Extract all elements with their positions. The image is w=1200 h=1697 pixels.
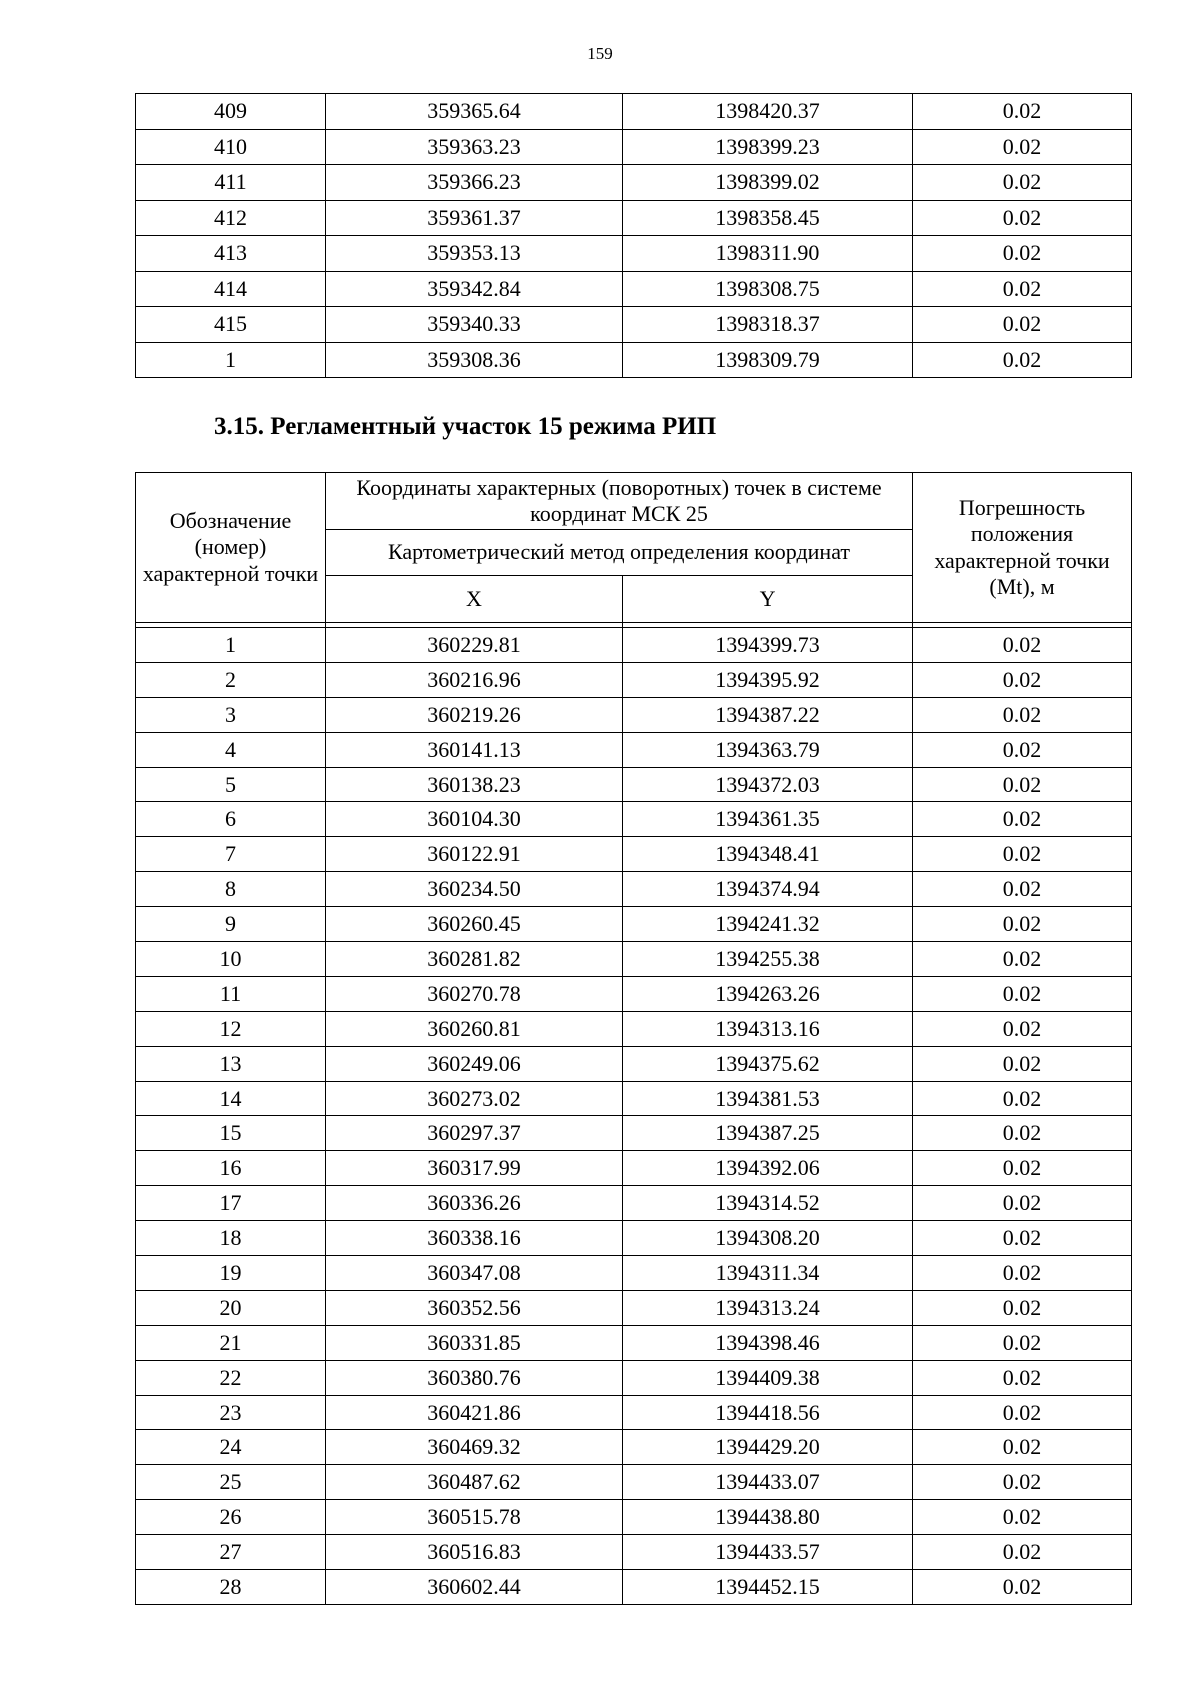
cell-y: 1398399.02 xyxy=(623,165,913,201)
cell-error: 0.02 xyxy=(913,1186,1132,1221)
cell-error: 0.02 xyxy=(913,1360,1132,1395)
cell-x: 360338.16 xyxy=(326,1221,623,1256)
cell-y: 1394361.35 xyxy=(623,802,913,837)
cell-x: 360297.37 xyxy=(326,1116,623,1151)
cell-x: 360421.86 xyxy=(326,1395,623,1430)
cell-point-number: 9 xyxy=(136,907,326,942)
cell-x: 360273.02 xyxy=(326,1081,623,1116)
cell-error: 0.02 xyxy=(913,1151,1132,1186)
header-x: X xyxy=(326,576,623,623)
cell-error: 0.02 xyxy=(913,307,1132,343)
cell-error: 0.02 xyxy=(913,1081,1132,1116)
table-row xyxy=(136,872,1132,907)
header-error: Погрешность положения характерной точки (Mt), м xyxy=(913,473,1132,623)
table-row xyxy=(136,1081,1132,1116)
table-row xyxy=(136,1151,1132,1186)
cell-y: 1394387.25 xyxy=(623,1116,913,1151)
header-designation: Обозначение (номер) характерной точки xyxy=(136,473,326,623)
cell-error: 0.02 xyxy=(913,1325,1132,1360)
cell-x: 360234.50 xyxy=(326,872,623,907)
table-row xyxy=(136,942,1132,977)
cell-point-number: 413 xyxy=(136,236,326,272)
cell-y: 1394395.92 xyxy=(623,662,913,697)
cell-point-number: 23 xyxy=(136,1395,326,1430)
cell-y: 1394263.26 xyxy=(623,976,913,1011)
cell-y: 1394452.15 xyxy=(623,1570,913,1605)
cell-point-number: 26 xyxy=(136,1500,326,1535)
cell-y: 1394255.38 xyxy=(623,942,913,977)
cell-y: 1394381.53 xyxy=(623,1081,913,1116)
cell-y: 1394241.32 xyxy=(623,907,913,942)
table-row xyxy=(136,1430,1132,1465)
cell-error: 0.02 xyxy=(913,837,1132,872)
table-row xyxy=(136,802,1132,837)
table-row xyxy=(136,1186,1132,1221)
cell-point-number: 15 xyxy=(136,1116,326,1151)
cell-x: 360331.85 xyxy=(326,1325,623,1360)
cell-point-number: 11 xyxy=(136,976,326,1011)
cell-x: 360516.83 xyxy=(326,1535,623,1570)
cell-x: 360122.91 xyxy=(326,837,623,872)
cell-x: 360260.81 xyxy=(326,1011,623,1046)
cell-point-number: 1 xyxy=(136,342,326,378)
cell-y: 1394409.38 xyxy=(623,1360,913,1395)
cell-point-number: 10 xyxy=(136,942,326,977)
cell-y: 1394399.73 xyxy=(623,628,913,663)
table-row xyxy=(136,1325,1132,1360)
cell-point-number: 6 xyxy=(136,802,326,837)
cell-x: 359308.36 xyxy=(326,342,623,378)
cell-point-number: 12 xyxy=(136,1011,326,1046)
table-row xyxy=(136,837,1132,872)
cell-error: 0.02 xyxy=(913,1395,1132,1430)
header-y: Y xyxy=(623,576,913,623)
table-row xyxy=(136,1535,1132,1570)
table-row xyxy=(136,236,1132,272)
cell-x: 359366.23 xyxy=(326,165,623,201)
coordinates-table-continued xyxy=(135,93,1132,378)
section-title: 3.15. Регламентный участок 15 режима РИП xyxy=(214,413,717,440)
table-row xyxy=(136,307,1132,343)
cell-error: 0.02 xyxy=(913,1465,1132,1500)
table-row xyxy=(136,1570,1132,1605)
cell-error: 0.02 xyxy=(913,1221,1132,1256)
cell-x: 360281.82 xyxy=(326,942,623,977)
cell-y: 1398309.79 xyxy=(623,342,913,378)
cell-y: 1398399.23 xyxy=(623,129,913,165)
cell-y: 1394392.06 xyxy=(623,1151,913,1186)
cell-y: 1394433.07 xyxy=(623,1465,913,1500)
cell-x: 359340.33 xyxy=(326,307,623,343)
table-row xyxy=(136,732,1132,767)
cell-point-number: 415 xyxy=(136,307,326,343)
cell-x: 360336.26 xyxy=(326,1186,623,1221)
table-row xyxy=(136,1046,1132,1081)
table-row xyxy=(136,1116,1132,1151)
cell-y: 1394348.41 xyxy=(623,837,913,872)
cell-x: 359363.23 xyxy=(326,129,623,165)
cell-error: 0.02 xyxy=(913,907,1132,942)
cell-point-number: 14 xyxy=(136,1081,326,1116)
table-row xyxy=(136,1221,1132,1256)
cell-error: 0.02 xyxy=(913,1046,1132,1081)
table-row xyxy=(136,200,1132,236)
cell-x: 360602.44 xyxy=(326,1570,623,1605)
cell-y: 1398308.75 xyxy=(623,271,913,307)
cell-y: 1394308.20 xyxy=(623,1221,913,1256)
cell-error: 0.02 xyxy=(913,1570,1132,1605)
cell-x: 360219.26 xyxy=(326,697,623,732)
cell-point-number: 27 xyxy=(136,1535,326,1570)
table-header xyxy=(136,473,1132,628)
cell-point-number: 412 xyxy=(136,200,326,236)
cell-error: 0.02 xyxy=(913,129,1132,165)
table-row xyxy=(136,1500,1132,1535)
table-row xyxy=(136,1290,1132,1325)
cell-point-number: 414 xyxy=(136,271,326,307)
cell-point-number: 21 xyxy=(136,1325,326,1360)
coordinates-table xyxy=(135,472,1132,1605)
cell-error: 0.02 xyxy=(913,802,1132,837)
table-row xyxy=(136,767,1132,802)
cell-error: 0.02 xyxy=(913,942,1132,977)
cell-error: 0.02 xyxy=(913,1116,1132,1151)
table-row xyxy=(136,1011,1132,1046)
cell-error: 0.02 xyxy=(913,165,1132,201)
cell-y: 1394313.16 xyxy=(623,1011,913,1046)
cell-error: 0.02 xyxy=(913,732,1132,767)
cell-point-number: 411 xyxy=(136,165,326,201)
cell-error: 0.02 xyxy=(913,976,1132,1011)
cell-x: 359365.64 xyxy=(326,94,623,130)
cell-x: 360216.96 xyxy=(326,662,623,697)
cell-point-number: 8 xyxy=(136,872,326,907)
cell-y: 1394433.57 xyxy=(623,1535,913,1570)
cell-y: 1394375.62 xyxy=(623,1046,913,1081)
cell-y: 1394429.20 xyxy=(623,1430,913,1465)
cell-y: 1394387.22 xyxy=(623,697,913,732)
cell-error: 0.02 xyxy=(913,1535,1132,1570)
table-row xyxy=(136,94,1132,130)
cell-x: 360487.62 xyxy=(326,1465,623,1500)
cell-point-number: 24 xyxy=(136,1430,326,1465)
cell-error: 0.02 xyxy=(913,342,1132,378)
cell-point-number: 19 xyxy=(136,1256,326,1291)
table-row xyxy=(136,697,1132,732)
cell-y: 1398358.45 xyxy=(623,200,913,236)
cell-error: 0.02 xyxy=(913,697,1132,732)
cell-point-number: 25 xyxy=(136,1465,326,1500)
cell-error: 0.02 xyxy=(913,94,1132,130)
cell-error: 0.02 xyxy=(913,1256,1132,1291)
table-row xyxy=(136,628,1132,663)
cell-error: 0.02 xyxy=(913,1011,1132,1046)
cell-y: 1394398.46 xyxy=(623,1325,913,1360)
cell-x: 360138.23 xyxy=(326,767,623,802)
cell-x: 359361.37 xyxy=(326,200,623,236)
cell-x: 360347.08 xyxy=(326,1256,623,1291)
cell-y: 1394372.03 xyxy=(623,767,913,802)
cell-y: 1394311.34 xyxy=(623,1256,913,1291)
cell-x: 360104.30 xyxy=(326,802,623,837)
cell-error: 0.02 xyxy=(913,628,1132,663)
table-row xyxy=(136,1256,1132,1291)
cell-point-number: 409 xyxy=(136,94,326,130)
cell-x: 360515.78 xyxy=(326,1500,623,1535)
cell-x: 360249.06 xyxy=(326,1046,623,1081)
cell-y: 1394438.80 xyxy=(623,1500,913,1535)
cell-x: 360229.81 xyxy=(326,628,623,663)
cell-x: 360270.78 xyxy=(326,976,623,1011)
cell-error: 0.02 xyxy=(913,767,1132,802)
cell-point-number: 28 xyxy=(136,1570,326,1605)
cell-point-number: 3 xyxy=(136,697,326,732)
cell-x: 360260.45 xyxy=(326,907,623,942)
cell-point-number: 20 xyxy=(136,1290,326,1325)
cell-y: 1394418.56 xyxy=(623,1395,913,1430)
cell-error: 0.02 xyxy=(913,662,1132,697)
cell-x: 359342.84 xyxy=(326,271,623,307)
cell-point-number: 7 xyxy=(136,837,326,872)
cell-point-number: 5 xyxy=(136,767,326,802)
cell-y: 1398311.90 xyxy=(623,236,913,272)
cell-point-number: 22 xyxy=(136,1360,326,1395)
cell-y: 1394313.24 xyxy=(623,1290,913,1325)
table-row xyxy=(136,271,1132,307)
cell-point-number: 18 xyxy=(136,1221,326,1256)
cell-error: 0.02 xyxy=(913,1430,1132,1465)
table-row xyxy=(136,662,1132,697)
table-row xyxy=(136,165,1132,201)
table-body xyxy=(136,94,1132,378)
cell-error: 0.02 xyxy=(913,200,1132,236)
table-row xyxy=(136,1395,1132,1430)
cell-x: 360141.13 xyxy=(326,732,623,767)
cell-point-number: 17 xyxy=(136,1186,326,1221)
cell-x: 360380.76 xyxy=(326,1360,623,1395)
cell-point-number: 13 xyxy=(136,1046,326,1081)
table-body xyxy=(136,628,1132,1605)
cell-point-number: 410 xyxy=(136,129,326,165)
table-row xyxy=(136,129,1132,165)
cell-error: 0.02 xyxy=(913,1290,1132,1325)
cell-x: 360469.32 xyxy=(326,1430,623,1465)
cell-error: 0.02 xyxy=(913,236,1132,272)
cell-error: 0.02 xyxy=(913,872,1132,907)
cell-point-number: 2 xyxy=(136,662,326,697)
table-row xyxy=(136,976,1132,1011)
cell-error: 0.02 xyxy=(913,1500,1132,1535)
cell-y: 1394314.52 xyxy=(623,1186,913,1221)
table-row xyxy=(136,1465,1132,1500)
cell-x: 359353.13 xyxy=(326,236,623,272)
cell-error: 0.02 xyxy=(913,271,1132,307)
cell-y: 1394363.79 xyxy=(623,732,913,767)
cell-y: 1398420.37 xyxy=(623,94,913,130)
cell-x: 360352.56 xyxy=(326,1290,623,1325)
header-method: Картометрический метод определения координат xyxy=(326,530,913,576)
cell-y: 1398318.37 xyxy=(623,307,913,343)
cell-point-number: 16 xyxy=(136,1151,326,1186)
page-number: 159 xyxy=(587,44,613,63)
cell-point-number: 4 xyxy=(136,732,326,767)
cell-x: 360317.99 xyxy=(326,1151,623,1186)
cell-point-number: 1 xyxy=(136,628,326,663)
table-row xyxy=(136,907,1132,942)
header-coordinates: Координаты характерных (поворотных) точек в системе координат МСК 25 xyxy=(326,473,913,530)
table-row xyxy=(136,342,1132,378)
cell-y: 1394374.94 xyxy=(623,872,913,907)
table-row xyxy=(136,1360,1132,1395)
